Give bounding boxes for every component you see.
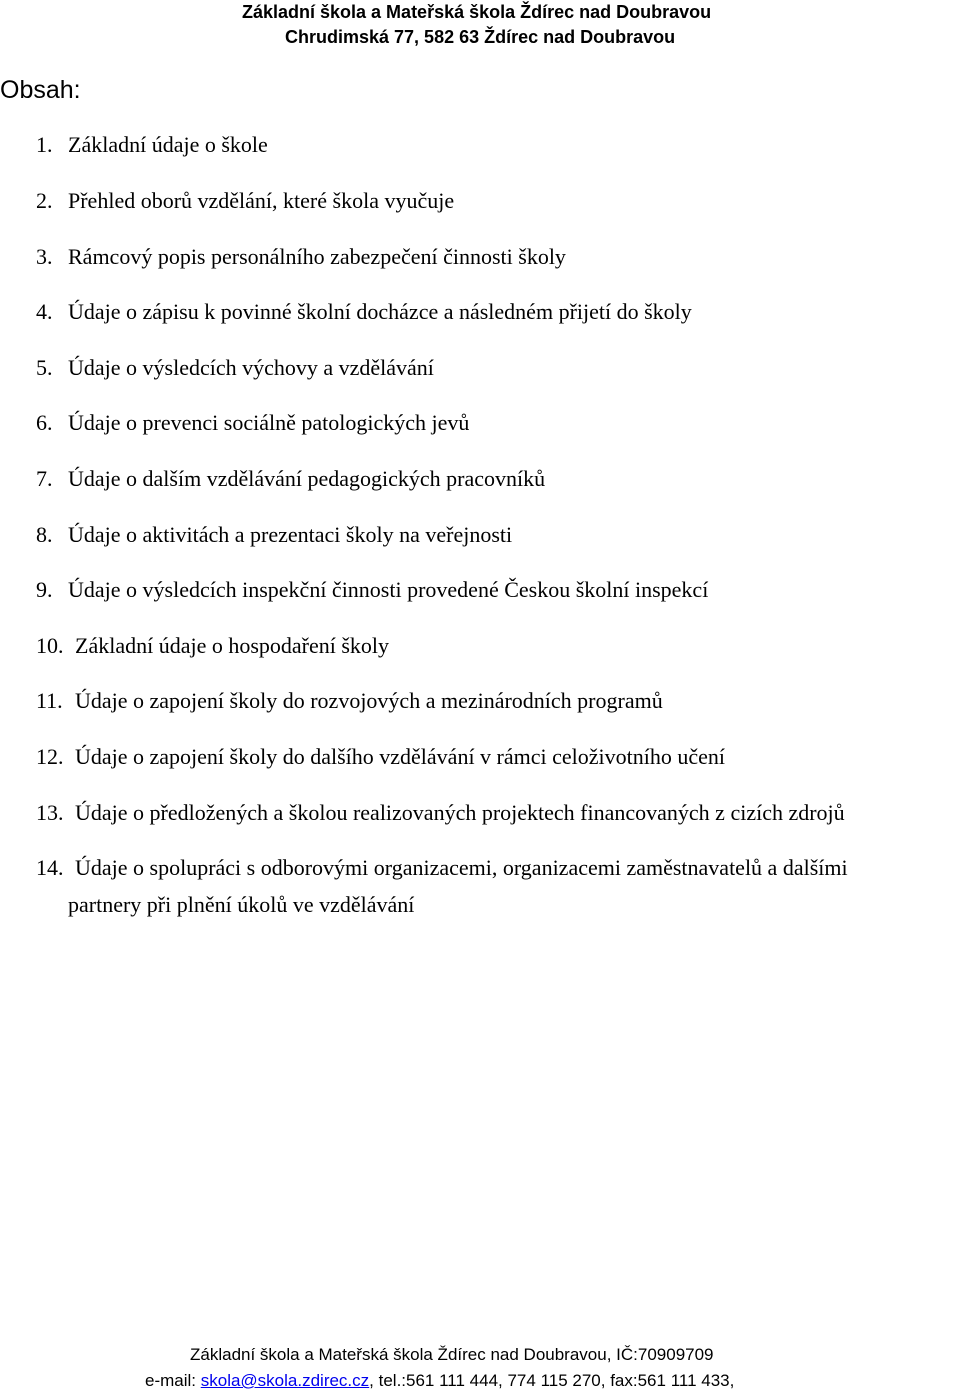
toc-text: Údaje o dalším vzdělávání pedagogických pracovníků (68, 466, 546, 491)
toc-text-continuation: partnery při plnění úkolů ve vzdělávání (68, 892, 415, 917)
school-address: Chrudimská 77, 582 63 Ždírec nad Doubravou (285, 27, 676, 47)
toc-text: Údaje o aktivitách a prezentaci školy na veřejnosti (68, 522, 513, 547)
toc-number: 2. (36, 188, 53, 213)
email-label: e-mail: (145, 1371, 201, 1390)
toc-text: Údaje o spolupráci s odborovými organizacemi, organizacemi zaměstnavatelů a dalšími (75, 855, 848, 880)
toc-number: 13. (36, 800, 64, 825)
toc-number: 7. (36, 466, 53, 491)
toc-number: 11. (36, 688, 63, 713)
toc-text: Údaje o prevenci sociálně patologických jevů (68, 410, 470, 435)
school-name: Základní škola a Mateřská škola Ždírec nad Doubravou (242, 2, 712, 22)
contents-heading: Obsah: (0, 76, 81, 104)
toc-text: Údaje o výsledcích výchovy a vzdělávání (68, 355, 434, 380)
toc-number: 8. (36, 522, 53, 547)
phone-fax: , tel.:561 111 444, 774 115 270, fax:561 111 433, (369, 1371, 735, 1390)
footer-school-info: Základní škola a Mateřská škola Ždírec nad Doubravou, IČ:70909709 (190, 1345, 714, 1364)
toc-text: Údaje o zapojení školy do dalšího vzdělávání v rámci celoživotního učení (75, 744, 726, 769)
toc-text: Přehled oborů vzdělání, které škola vyučuje (68, 188, 455, 213)
toc-text: Základní údaje o hospodaření školy (75, 633, 390, 658)
toc-text: Rámcový popis personálního zabezpečení činnosti školy (68, 244, 566, 269)
toc-text: Údaje o předložených a školou realizovaných projektech financovaných z cizích zdrojů (75, 800, 845, 825)
toc-text: Údaje o výsledcích inspekční činnosti provedené Českou školní inspekcí (68, 577, 709, 602)
toc-number: 6. (36, 410, 53, 435)
toc-number: 12. (36, 744, 64, 769)
toc-text: Údaje o zápisu k povinné školní docházce a následném přijetí do školy (68, 299, 692, 324)
toc-number: 4. (36, 299, 53, 324)
footer-contact (145, 1369, 734, 1393)
toc-number: 3. (36, 244, 53, 269)
toc-number: 5. (36, 355, 53, 380)
toc-number: 10. (36, 633, 64, 658)
toc-number: 9. (36, 577, 53, 602)
toc-number: 1. (36, 132, 53, 157)
toc-number: 14. (36, 855, 64, 880)
toc-text: Základní údaje o škole (68, 132, 268, 157)
toc-text: Údaje o zapojení školy do rozvojových a mezinárodních programů (75, 688, 663, 713)
email-link[interactable]: skola@skola.zdirec.cz (200, 1371, 370, 1390)
